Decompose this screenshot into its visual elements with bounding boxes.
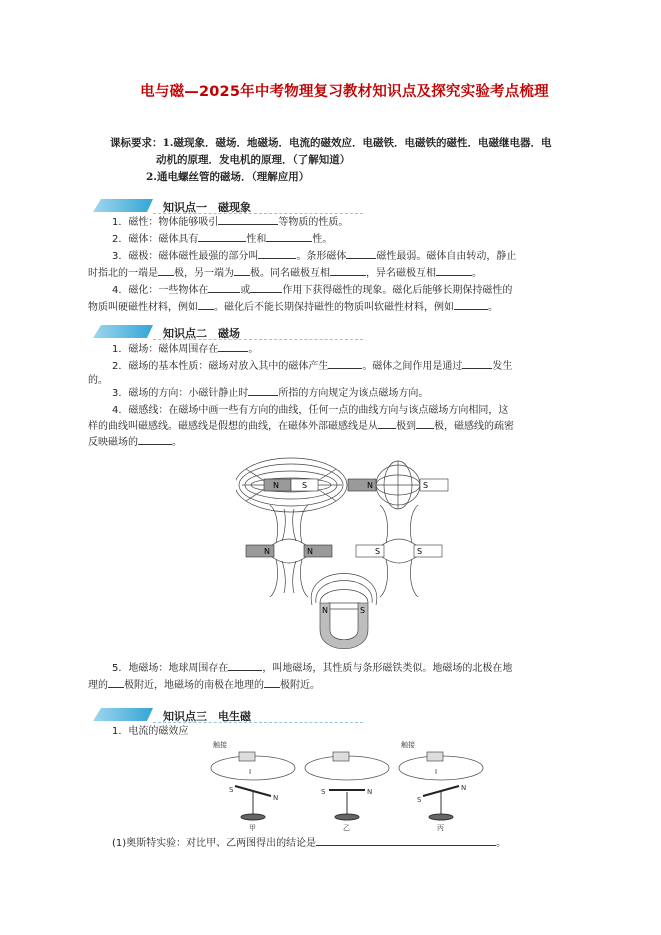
text: 3．磁极：磁体磁性最强的部分叫	[112, 251, 259, 262]
s3-question-1	[112, 835, 506, 852]
pole-label: N	[367, 788, 373, 796]
text: ，异名磁极互相	[366, 268, 436, 279]
pole-label: N	[367, 481, 373, 490]
current-label: I	[435, 768, 438, 776]
section-banner	[93, 199, 153, 212]
section-header-1	[93, 197, 393, 215]
text: 作用下获得磁性的现象。磁化后能够长期保持磁性的	[282, 285, 513, 296]
text: (1)奥斯特实验：对比甲、乙两图得出的结论是	[112, 838, 317, 849]
answer-blank[interactable]	[248, 385, 278, 396]
caption-bing: 丙	[437, 824, 444, 832]
text: 所指的方向规定为该点磁场方向。	[278, 388, 429, 399]
text: 。条形磁体	[296, 251, 347, 262]
text: 极附近，地磁场的南极在地理的	[124, 680, 264, 691]
text: 极附近。	[280, 680, 320, 691]
text: ，叫地磁场，其性质与条形磁铁类似。地磁场的北极在地	[262, 663, 513, 674]
s2-item-5-line1	[112, 660, 512, 677]
pole-label: N	[461, 784, 467, 792]
answer-blank[interactable]	[316, 835, 496, 846]
requirements-line1a: 1.磁现象．磁场．地磁场．电流的磁效应．电磁铁．电磁铁的磁性．电磁继电器．电	[162, 137, 552, 149]
requirements-line2: 2.通电螺丝管的磁场．（理解应用）	[146, 171, 310, 183]
answer-blank[interactable]	[416, 418, 434, 429]
text: 。磁体之间作用是通过	[362, 361, 463, 372]
battery-icon	[427, 752, 443, 761]
section-banner	[93, 708, 153, 721]
text: 极到	[396, 421, 416, 432]
text: 极，磁感线的疏密	[434, 421, 514, 432]
s2-item-2-line2: 的。	[88, 375, 108, 386]
text: 3．磁场的方向：小磁针静止时	[112, 388, 249, 399]
text: 2．磁体：磁体具有	[112, 234, 199, 245]
s1-item-3-line2	[88, 265, 482, 282]
text: 或	[240, 285, 251, 296]
pole-label: N	[264, 547, 270, 556]
pole-label: N	[307, 547, 313, 556]
answer-blank[interactable]	[462, 358, 492, 369]
s2-item-2-line1	[112, 358, 512, 375]
pole-label: S	[375, 547, 381, 556]
section-title-2: 知识点二 磁场	[163, 327, 240, 340]
s2-item-3	[112, 385, 428, 402]
requirements-line1b: 动机的原理．发电机的原理．（了解知道）	[156, 154, 351, 166]
touch-label: 触接	[401, 741, 415, 749]
text: 。	[488, 302, 498, 313]
text: 理的	[88, 680, 108, 691]
text: 。	[248, 344, 259, 355]
oersted-experiment-figure	[205, 738, 495, 833]
answer-blank[interactable]	[218, 341, 248, 352]
answer-blank[interactable]	[264, 677, 280, 688]
s1-item-3-line1	[112, 248, 516, 265]
answer-blank[interactable]	[228, 660, 262, 671]
answer-blank[interactable]	[234, 265, 250, 276]
answer-blank[interactable]	[218, 214, 278, 225]
magnetic-field-lines-figure	[236, 455, 452, 660]
section-title-3: 知识点三 电生磁	[163, 710, 251, 723]
text: 。	[496, 838, 507, 849]
answer-blank[interactable]	[346, 248, 376, 259]
battery-icon	[239, 752, 255, 761]
text: 2．磁场的基本性质：磁场对放入其中的磁体产生	[112, 361, 329, 372]
text: 性和	[246, 234, 267, 245]
pole-label: N	[273, 481, 279, 490]
text: 。	[172, 437, 182, 448]
answer-blank[interactable]	[158, 265, 174, 276]
pole-label: S	[360, 606, 366, 615]
text: 发生	[492, 361, 513, 372]
text: 1．磁场：磁体周围存在	[112, 344, 219, 355]
text: 等物质的性质。	[278, 217, 349, 228]
answer-blank[interactable]	[436, 265, 472, 276]
pole-label: N	[273, 794, 279, 802]
s2-item-1	[112, 341, 258, 358]
s1-item-1	[112, 214, 348, 231]
battery-icon	[333, 752, 349, 761]
section-header-2	[93, 323, 393, 341]
s3-item-1: 1．电流的磁效应	[112, 726, 189, 737]
text: 样的曲线叫磁感线。磁感线是假想的曲线，在磁体外部磁感线是从	[88, 421, 378, 432]
s1-item-4-line2	[88, 299, 498, 316]
text: 反映磁场的	[88, 437, 138, 448]
answer-blank[interactable]	[378, 418, 396, 429]
pole-label: S	[321, 788, 326, 796]
text: 。磁化后不能长期保持磁性的物质叫软磁性材料，例如	[214, 302, 454, 313]
section-banner	[93, 325, 153, 338]
text: 4．磁化：一些物体在	[112, 285, 209, 296]
text: 5．地磁场：地球周围存在	[112, 663, 229, 674]
answer-blank[interactable]	[138, 434, 172, 445]
answer-blank[interactable]	[250, 282, 282, 293]
answer-blank[interactable]	[198, 231, 246, 242]
answer-blank[interactable]	[266, 231, 312, 242]
text: 极，另一端为	[174, 268, 234, 279]
pole-label: S	[229, 786, 234, 794]
answer-blank[interactable]	[330, 265, 366, 276]
s1-item-2	[112, 231, 332, 248]
curriculum-requirements	[110, 135, 551, 186]
s2-item-4-line2	[88, 418, 514, 435]
requirements-label: 课标要求：	[110, 137, 163, 149]
touch-label: 触接	[213, 741, 227, 749]
text: 。	[472, 268, 482, 279]
text: 性。	[312, 234, 333, 245]
pole-label: S	[423, 481, 429, 490]
s2-item-4-line3	[88, 434, 182, 451]
answer-blank[interactable]	[108, 677, 124, 688]
pole-label: S	[417, 547, 423, 556]
s2-item-4-line1: 4．磁感线：在磁场中画一些有方向的曲线，任何一点的曲线方向与该点磁场方向相同，这	[112, 405, 509, 416]
s2-item-5-line2	[88, 677, 320, 694]
section-header-3	[93, 706, 393, 724]
s1-item-4-line1	[112, 282, 512, 299]
section-title-1: 知识点一 磁现象	[163, 201, 251, 214]
text: 磁性最弱。磁体自由转动，静止	[376, 251, 517, 262]
pole-label: N	[322, 606, 328, 615]
pole-label: S	[302, 481, 308, 490]
caption-jia: 甲	[249, 824, 256, 832]
answer-blank[interactable]	[454, 299, 488, 310]
text: 极。同名磁极互相	[250, 268, 330, 279]
current-label: I	[249, 768, 252, 776]
caption-yi: 乙	[343, 824, 350, 832]
text: 1．磁性：物体能够吸引	[112, 217, 219, 228]
answer-blank[interactable]	[258, 248, 296, 259]
text: 时指北的一端是	[88, 268, 158, 279]
text: 物质叫硬磁性材料，例如	[88, 302, 198, 313]
page-title: 电与磁—2025年中考物理复习教材知识点及探究实验考点梳理	[140, 84, 549, 100]
answer-blank[interactable]	[328, 358, 362, 369]
pole-label: S	[417, 796, 422, 804]
answer-blank[interactable]	[208, 282, 240, 293]
section-divider	[153, 339, 363, 340]
answer-blank[interactable]	[198, 299, 214, 310]
